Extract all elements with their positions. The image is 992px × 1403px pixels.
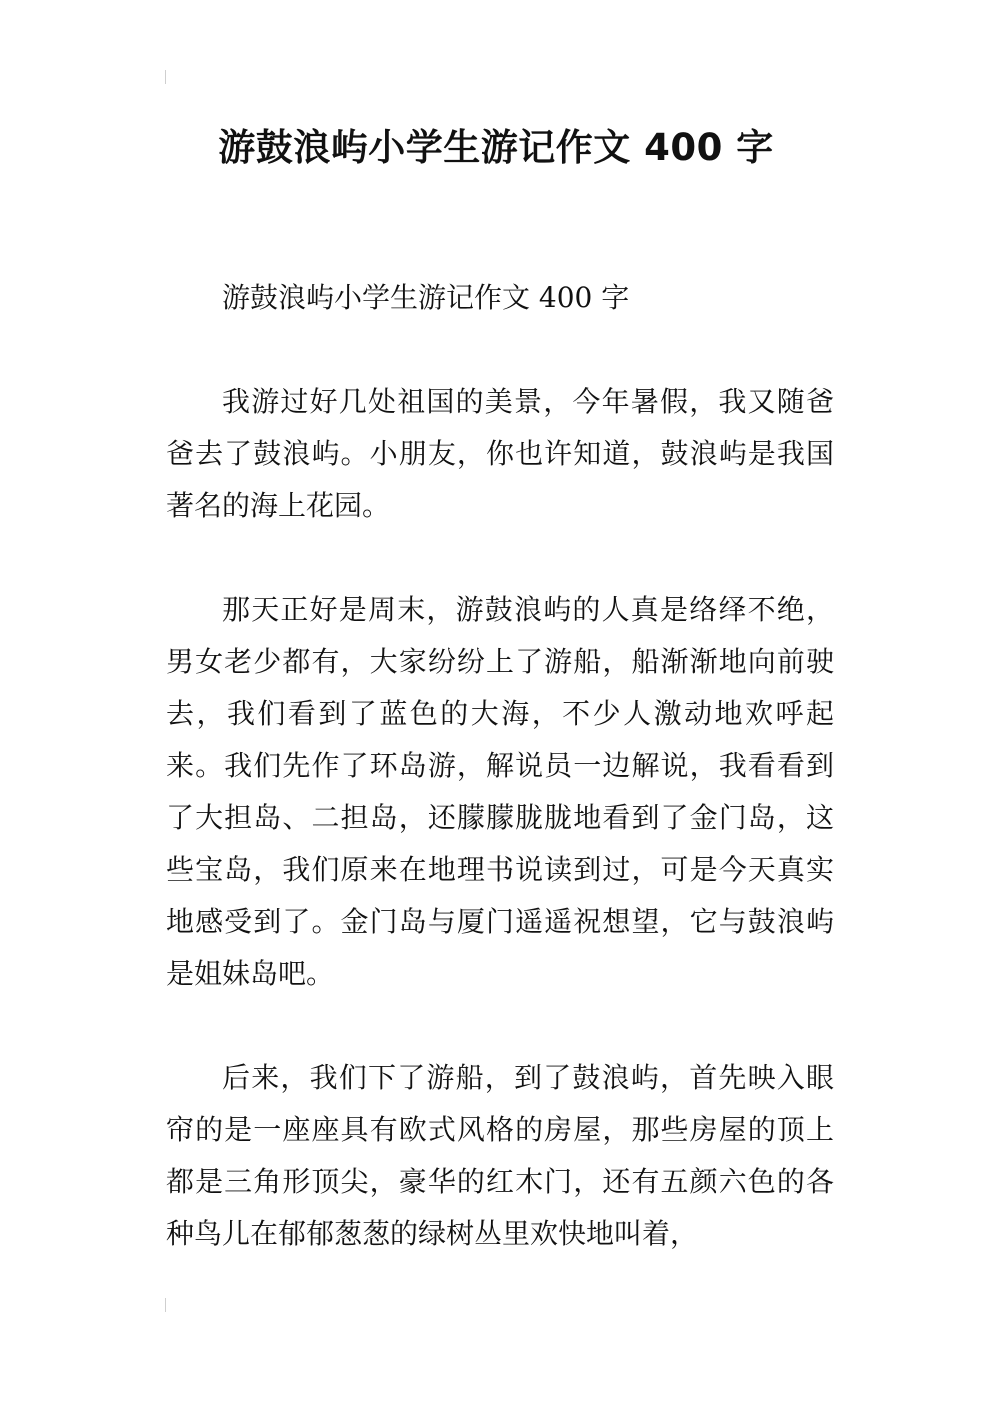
paragraph: 后来，我们下了游船，到了鼓浪屿，首先映入眼帘的是一座座具有欧式风格的房屋，那些房屋的顶上都是三角形顶尖，豪华的红木门，还有五颜六色的各种鸟儿在郁郁葱葱的绿树丛里欢快地叫着， bbox=[166, 1061, 834, 1250]
paragraph: 那天正好是周末，游鼓浪屿的人真是络绎不绝，男女老少都有，大家纷纷上了游船，船渐渐地向前驶去，我们看到了蓝色的大海，不少人激动地欢呼起来。我们先作了环岛游，解说员一边解说，我看看到了大担岛、二担岛，还朦朦胧胧地看到了金门岛，这些宝岛，我们原来在地理书说读到过，可是今天真实地感受到了。金门岛与厦门遥遥祝想望，它与鼓浪屿是姐妹岛吧。 bbox=[166, 593, 834, 990]
document-body bbox=[166, 272, 834, 1312]
document-title: 游鼓浪屿小学生游记作文 400 字 bbox=[218, 126, 774, 169]
body-subtitle: 游鼓浪屿小学生游记作文 400 字 bbox=[222, 281, 630, 314]
page-corner-mark-top bbox=[165, 70, 166, 84]
paragraph: 我游过好几处祖国的美景，今年暑假，我又随爸爸去了鼓浪屿。小朋友，你也许知道，鼓浪屿是我国著名的海上花园。 bbox=[166, 385, 834, 522]
page-corner-mark-bottom bbox=[165, 1298, 166, 1312]
